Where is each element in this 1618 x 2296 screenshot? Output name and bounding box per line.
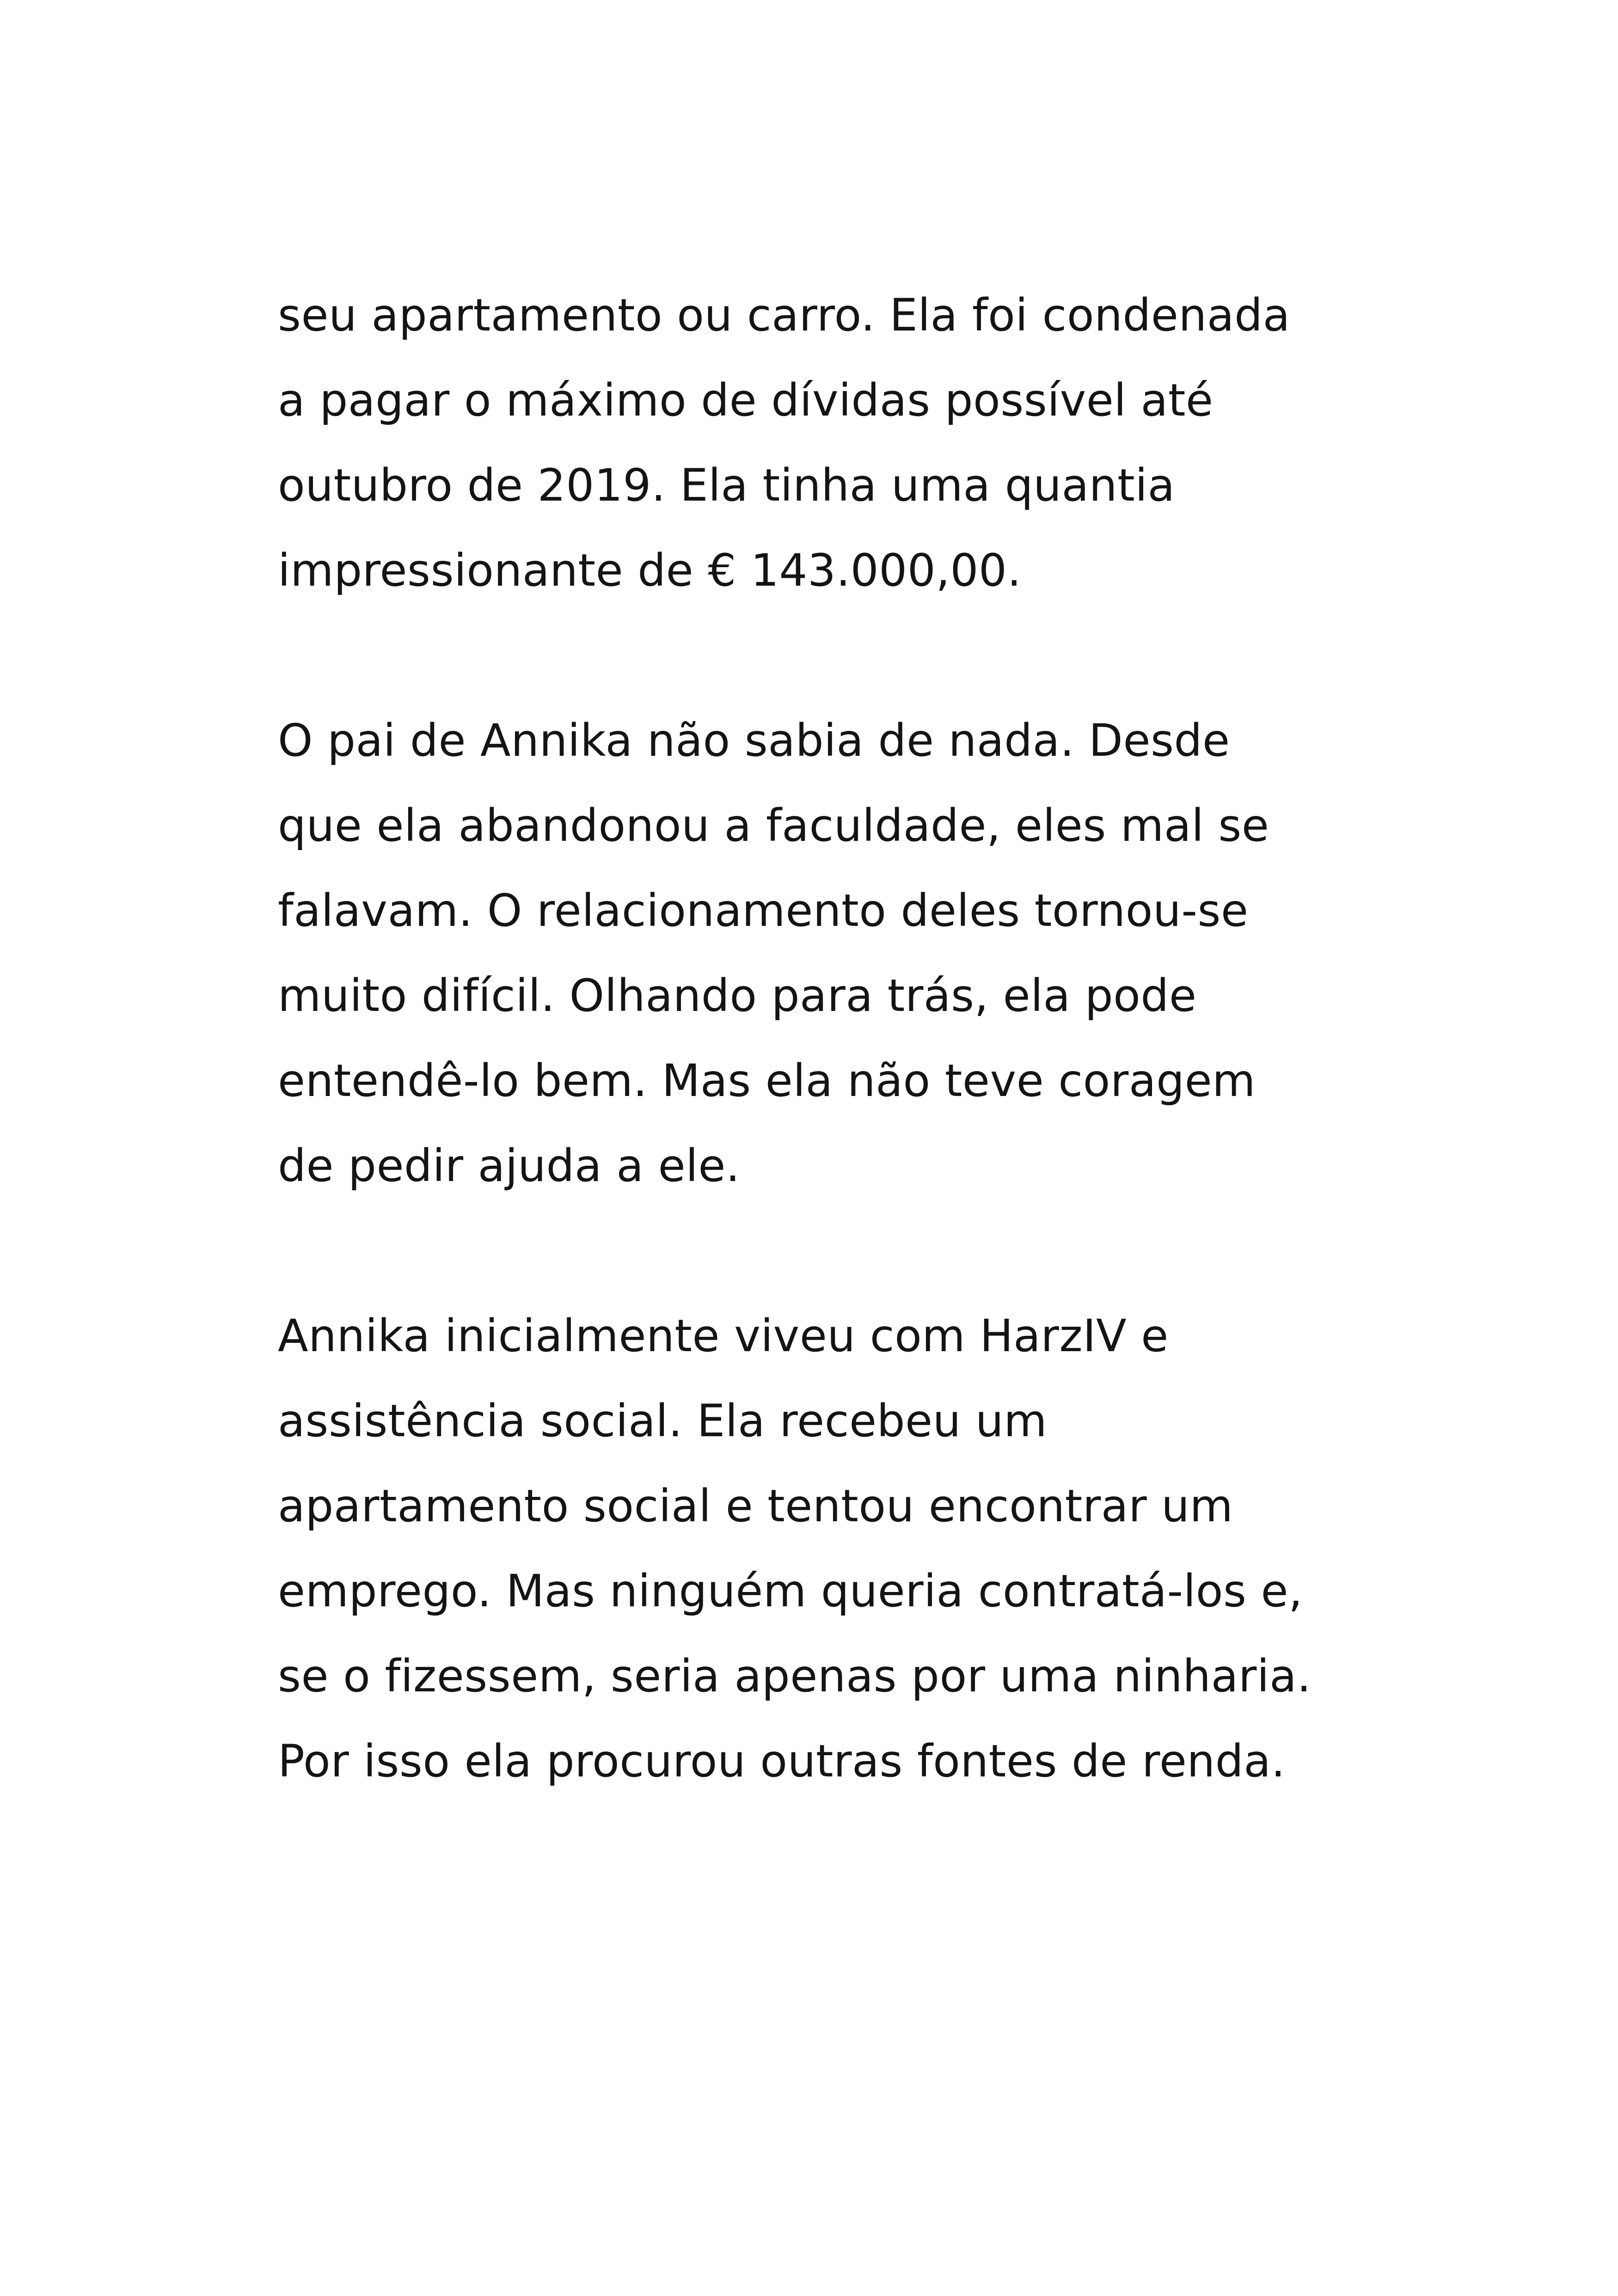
text-line: emprego. Mas ninguém queria contratá-los e,: [278, 1565, 1303, 1617]
text-line: Annika inicialmente viveu com HarzIV e: [278, 1310, 1169, 1362]
paragraph-gap: [278, 1208, 1397, 1293]
text-line: falavam. O relacionamento deles tornou-se: [278, 885, 1249, 937]
text-line: muito difícil. Olhando para trás, ela pode: [278, 970, 1197, 1022]
text-line: a pagar o máximo de dívidas possível até: [278, 374, 1214, 426]
paragraph-1: [278, 273, 1397, 613]
paragraph-3: [278, 1293, 1397, 1804]
text-line: de pedir ajuda a ele.: [278, 1140, 740, 1192]
text-line: O pai de Annika não sabia de nada. Desde: [278, 715, 1230, 766]
text-line: impressionante de € 143.000,00.: [278, 545, 1022, 596]
text-line: se o fizessem, seria apenas por uma ninharia.: [278, 1650, 1312, 1702]
paragraph-2: [278, 698, 1397, 1208]
text-line: que ela abandonou a faculdade, eles mal se: [278, 800, 1269, 851]
text-line: entendê-lo bem. Mas ela não teve coragem: [278, 1055, 1256, 1107]
text-line: outubro de 2019. Ela tinha uma quantia: [278, 459, 1175, 511]
body-text: [278, 273, 1397, 1804]
text-line: seu apartamento ou carro. Ela foi condenada: [278, 289, 1290, 341]
text-line: apartamento social e tentou encontrar um: [278, 1480, 1233, 1532]
text-line: assistência social. Ela recebeu um: [278, 1395, 1048, 1447]
text-line: Por isso ela procurou outras fontes de renda.: [278, 1735, 1286, 1787]
paragraph-gap: [278, 613, 1397, 698]
